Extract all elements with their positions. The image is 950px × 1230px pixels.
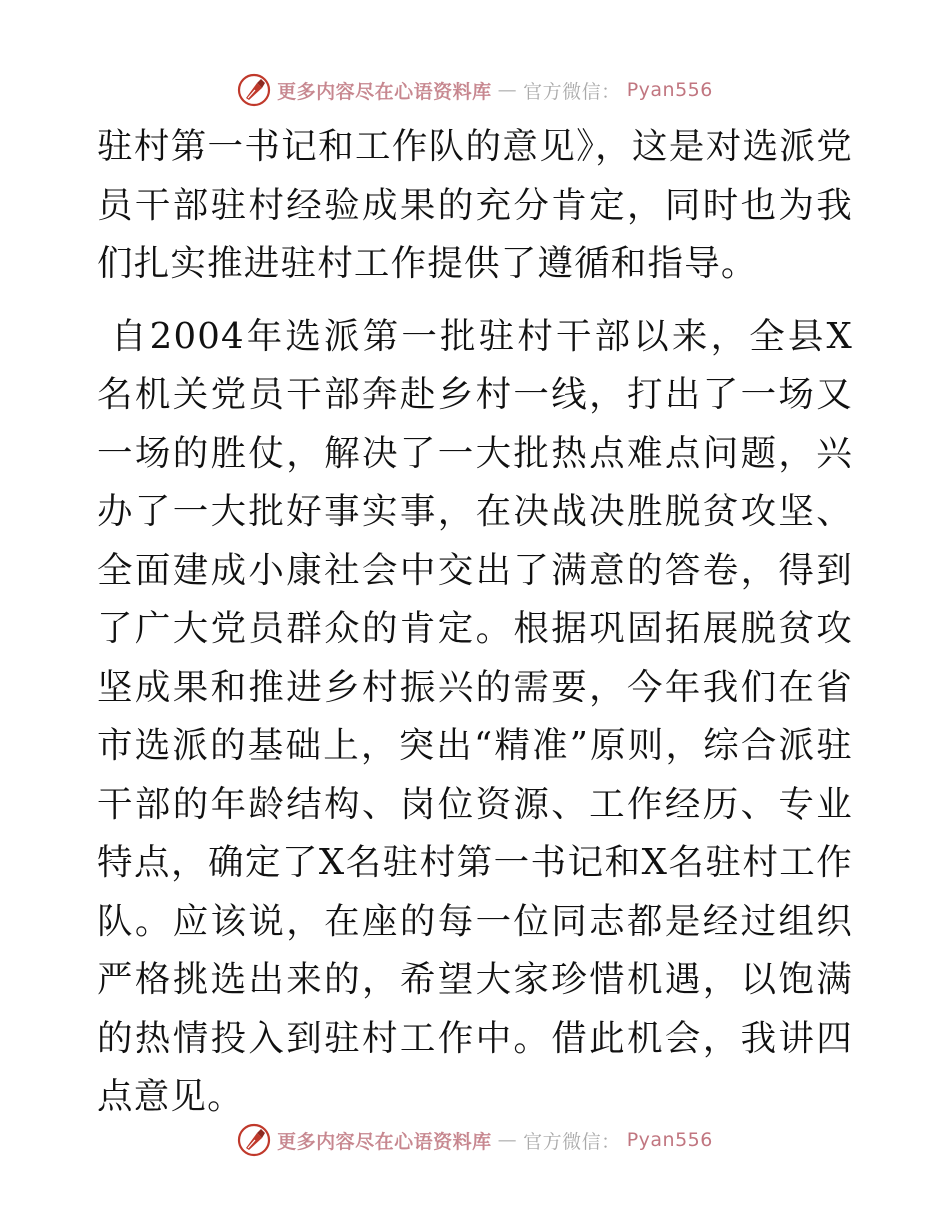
banner-wechat-label: 官方微信： (523, 80, 621, 103)
banner-wechat-id: Pyan556 (626, 79, 713, 101)
footer-banner (0, 1120, 950, 1160)
pen-nib-logo-icon (237, 1123, 271, 1157)
document-body (97, 118, 853, 1127)
banner-wechat-id: Pyan556 (626, 1129, 713, 1151)
pen-nib-logo-icon (237, 73, 271, 107)
banner-main-text: 更多内容尽在心语资料库 (277, 1130, 492, 1153)
paragraph-1: 驻村第一书记和工作队的意见》，这是对选派党员干部驻村经验成果的充分肯定，同时也为我们扎实推进驻村工作提供了遵循和指导。 (97, 126, 853, 284)
banner-wechat-label: 官方微信： (523, 1130, 621, 1153)
banner-main-text: 更多内容尽在心语资料库 (277, 80, 492, 103)
banner-separator: — (497, 79, 518, 101)
header-banner (0, 70, 950, 110)
banner-separator: — (497, 1129, 518, 1151)
paragraph-2: 自2004年选派第一批驻村干部以来，全县X名机关党员干部奔赴乡村一线，打出了一场又一场的胜仗，解决了一大批热点难点问题，兴办了一大批好事实事，在决战决胜脱贫攻坚、全面建成小康社会中交出了满意的答卷，得到了广大党员群众的肯定。根据巩固拓展脱贫攻坚成果和推进乡村振兴的需要，今年我们在省市选派的基础上，突出“精准”原则，综合派驻干部的年龄结构、岗位资源、工作经历、专业特点，确定了X名驻村第一书记和X名驻村工作队。应该说，在座的每一位同志都是经过组织严格挑选出来的，希望大家珍惜机遇，以饱满的热情投入到驻村工作中。借此机会，我讲四点意见。 (97, 315, 853, 1117)
